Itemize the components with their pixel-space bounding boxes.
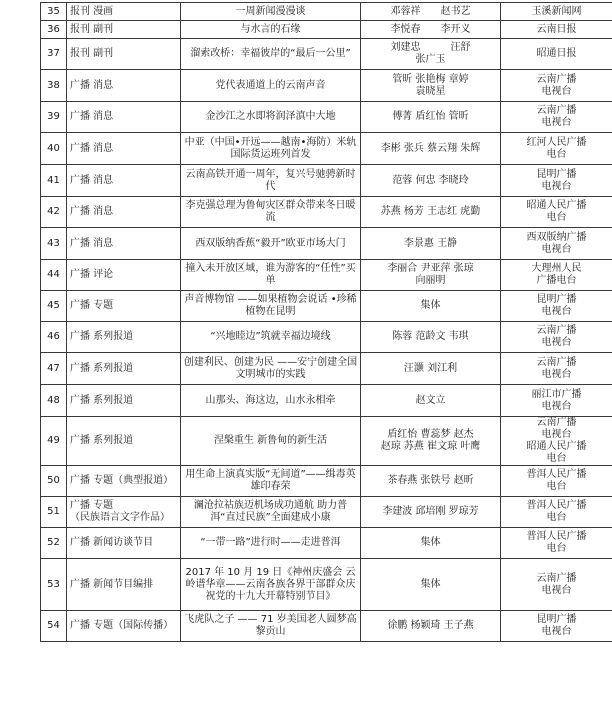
row-author: 茶春燕 张铁号 赵昕: [361, 466, 501, 497]
row-unit: 昆明广播 电视台: [501, 291, 612, 322]
row-unit: 普洱人民广播 电台: [501, 497, 612, 528]
row-title: 与水言的石缘: [181, 21, 361, 39]
row-category: 广播 专题: [67, 291, 181, 322]
row-category: 广播 新闻访谈节目: [67, 528, 181, 559]
table-row: [41, 611, 612, 642]
row-category: 广播 消息: [67, 228, 181, 260]
row-author: 盾红怡 曹蕊梦 赵杰 赵琼 苏燕 崔文琼 叶鹰: [361, 417, 501, 466]
row-category: 广播 评论: [67, 260, 181, 291]
row-unit: 丽江市广播 电视台: [501, 385, 612, 417]
row-title: “一带一路”进行时——走进普洱: [181, 528, 361, 559]
row-number: 38: [41, 70, 67, 102]
row-author: 傅菁 盾红怡 管昕: [361, 102, 501, 133]
row-number: 41: [41, 165, 67, 197]
row-title: 飞虎队之子 —— 71 岁美国老人圆梦高黎贡山: [181, 611, 361, 642]
row-unit: 昭通人民广播 电台: [501, 197, 612, 228]
row-unit: 普洱人民广播 电台: [501, 466, 612, 497]
row-unit: 云南广播 电视台: [501, 70, 612, 102]
row-number: 45: [41, 291, 67, 322]
row-title: 一周新闻漫漫谈: [181, 3, 361, 21]
row-category: 广播 专题（国际传播）: [67, 611, 181, 642]
row-number: 48: [41, 385, 67, 417]
row-unit: 昆明广播 电视台: [501, 165, 612, 197]
row-author: 徐鹏 杨颖琦 王子燕: [361, 611, 501, 642]
table-row: [41, 559, 612, 611]
row-author: 苏燕 杨芳 王志红 虎勤: [361, 197, 501, 228]
table-row: [41, 39, 612, 70]
row-category: 报刊 副刊: [67, 39, 181, 70]
row-unit: 昆明广播 电视台: [501, 611, 612, 642]
row-title: 西双版纳香蕉“毅开”欧亚市场大门: [181, 228, 361, 260]
row-number: 36: [41, 21, 67, 39]
row-unit: 红河人民广播 电台: [501, 133, 612, 165]
table-row: [41, 353, 612, 385]
row-title: 创建利民、创建为民 ——安宁创建全国文明城市的实践: [181, 353, 361, 385]
table-row: [41, 165, 612, 197]
row-number: 37: [41, 39, 67, 70]
row-author: 李景惠 王静: [361, 228, 501, 260]
row-unit: 云南广播 电视台: [501, 559, 612, 611]
table-row: [41, 133, 612, 165]
row-category: 广播 专题（典型报道）: [67, 466, 181, 497]
row-number: 44: [41, 260, 67, 291]
row-author: 赵文立: [361, 385, 501, 417]
row-unit: 云南广播 电视台 昭通人民广播 电台: [501, 417, 612, 466]
row-category: 广播 消息: [67, 165, 181, 197]
table-row: [41, 322, 612, 353]
row-category: 广播 系列报道: [67, 417, 181, 466]
row-number: 43: [41, 228, 67, 260]
row-title: 金沙江之水即将润泽滇中大地: [181, 102, 361, 133]
table-row: [41, 417, 612, 466]
row-title: 撞入未开放区域，谁为游客的“任性”买单: [181, 260, 361, 291]
row-title: 溜索改桥：幸福彼岸的“最后一公里”: [181, 39, 361, 70]
row-category: 广播 专题 （民族语言文字作品）: [67, 497, 181, 528]
row-number: 42: [41, 197, 67, 228]
row-category: 广播 消息: [67, 70, 181, 102]
row-author: 范蓉 何忠 李晓玲: [361, 165, 501, 197]
row-author: 邓蓉祥 赵书艺: [361, 3, 501, 21]
row-number: 54: [41, 611, 67, 642]
row-title: 2017 年 10 月 19 日《神州庆盛会 云岭谱华章——云南各族各界干部群众庆祝党的十九大开幕特别节目》: [181, 559, 361, 611]
row-title: 中亚（中国•开远——越南•海防）米轨国际货运班列首发: [181, 133, 361, 165]
row-number: 53: [41, 559, 67, 611]
table-row: [41, 70, 612, 102]
row-unit: 普洱人民广播 电台: [501, 528, 612, 559]
row-unit: 云南广播 电视台: [501, 322, 612, 353]
table-row: [41, 528, 612, 559]
row-category: 报刊 副刊: [67, 21, 181, 39]
row-title: 山那头、海这边，山水永相牵: [181, 385, 361, 417]
row-category: 广播 新闻节目编排: [67, 559, 181, 611]
row-title: 李克强总理为鲁甸灾区群众带来冬日暖流: [181, 197, 361, 228]
row-title: 声音博物馆 ——如果植物会说话 •珍稀植物在昆明: [181, 291, 361, 322]
row-unit: 大理州人民 广播电台: [501, 260, 612, 291]
row-unit: 玉溪新闻网: [501, 3, 612, 21]
row-title: 涅槃重生 新鲁甸的新生活: [181, 417, 361, 466]
row-author: 刘建忠 汪舒 张广玉: [361, 39, 501, 70]
row-unit: 云南日报: [501, 21, 612, 39]
row-title: 党代表通道上的云南声音: [181, 70, 361, 102]
row-number: 39: [41, 102, 67, 133]
table-row: [41, 260, 612, 291]
table-row: [41, 497, 612, 528]
row-number: 50: [41, 466, 67, 497]
row-author: 陈蓉 范龄文 韦琪: [361, 322, 501, 353]
row-category: 广播 系列报道: [67, 385, 181, 417]
row-author: 集体: [361, 528, 501, 559]
row-category: 广播 系列报道: [67, 322, 181, 353]
table-row: [41, 228, 612, 260]
award-table: [40, 2, 612, 642]
row-unit: 西双版纳广播 电视台: [501, 228, 612, 260]
row-author: 李彬 张兵 蔡云翔 朱辉: [361, 133, 501, 165]
table-row: [41, 197, 612, 228]
row-category: 报刊 漫画: [67, 3, 181, 21]
row-number: 49: [41, 417, 67, 466]
row-category: 广播 消息: [67, 133, 181, 165]
row-author: 集体: [361, 559, 501, 611]
row-category: 广播 消息: [67, 197, 181, 228]
row-number: 35: [41, 3, 67, 21]
row-number: 51: [41, 497, 67, 528]
row-title: 澜沧拉祜族迈机场成功通航 助力普洱“直过民族”全面建成小康: [181, 497, 361, 528]
table-row: [41, 291, 612, 322]
row-title: “兴地睦边”筑就幸福边境线: [181, 322, 361, 353]
table-row: [41, 466, 612, 497]
table-row: [41, 102, 612, 133]
row-number: 46: [41, 322, 67, 353]
row-category: 广播 消息: [67, 102, 181, 133]
table-row: [41, 21, 612, 39]
table-row: [41, 385, 612, 417]
row-title: 用生命上演真实版“无间道”——缉毒英雄印春荣: [181, 466, 361, 497]
row-number: 52: [41, 528, 67, 559]
row-unit: 云南广播 电视台: [501, 102, 612, 133]
row-number: 47: [41, 353, 67, 385]
table-row: [41, 3, 612, 21]
row-author: 李丽合 尹亚萍 张琼 向丽明: [361, 260, 501, 291]
row-title: 云南高铁开通一周年，复兴号驰骋新时代: [181, 165, 361, 197]
row-author: 李建波 邱培刚 罗琼芳: [361, 497, 501, 528]
row-unit: 昭通日报: [501, 39, 612, 70]
row-author: 管昕 张艳梅 章婷 袁晓星: [361, 70, 501, 102]
row-author: 李悦春 李开义: [361, 21, 501, 39]
row-number: 40: [41, 133, 67, 165]
row-author: 汪灏 刘江利: [361, 353, 501, 385]
row-author: 集体: [361, 291, 501, 322]
row-category: 广播 系列报道: [67, 353, 181, 385]
row-unit: 云南广播 电视台: [501, 353, 612, 385]
